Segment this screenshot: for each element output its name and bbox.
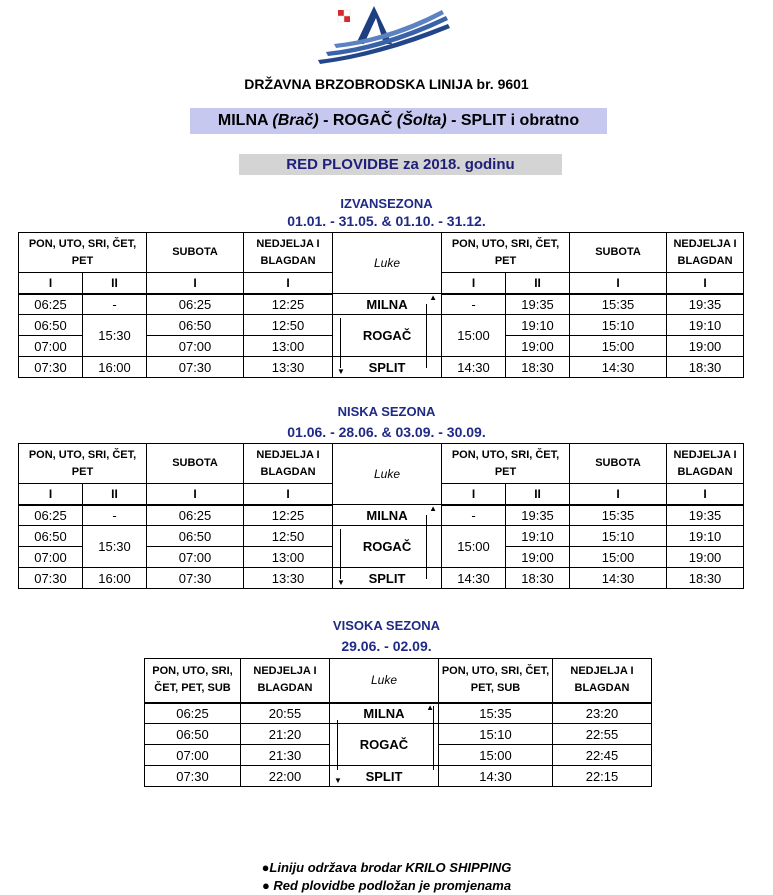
departure-time: 07:30 xyxy=(19,568,83,589)
route-banner xyxy=(190,108,607,134)
departure-time: 06:50 xyxy=(147,526,244,547)
direction-line xyxy=(426,304,427,368)
departure-time: 13:00 xyxy=(244,547,333,568)
direction-line xyxy=(340,529,341,579)
schedule-title: RED PLOVIDBE za 2018. godinu xyxy=(239,154,562,175)
table-row xyxy=(19,505,744,526)
departure-time: 20:55 xyxy=(241,703,330,724)
note-disclaimer: ● Red plovidbe podložan je promjenama xyxy=(261,878,512,893)
arrow-down-icon: ▼ xyxy=(337,578,345,587)
departure-time: 07:00 xyxy=(147,547,244,568)
section-title-niska: NISKA SEZONA xyxy=(337,404,436,419)
route-port-split: - SPLIT i obratno xyxy=(446,112,580,129)
departure-time: 06:25 xyxy=(19,294,83,315)
departure-time: 15:30 xyxy=(83,526,147,568)
departure-time: 21:20 xyxy=(241,724,330,745)
departure-time: 14:30 xyxy=(442,568,506,589)
table-row xyxy=(19,568,744,589)
port-label: MILNA xyxy=(366,507,408,523)
arrow-down-icon: ▼ xyxy=(337,367,345,376)
run-number: I xyxy=(244,484,333,505)
route-island-solta: (Šolta) xyxy=(396,112,447,129)
departure-time: - xyxy=(83,505,147,526)
run-number: I xyxy=(570,273,667,294)
header-weekdays: PON, UTO, SRI, ČET, PET xyxy=(442,444,570,484)
arrow-up-icon: ▲ xyxy=(429,293,438,302)
departure-time: 18:30 xyxy=(667,568,744,589)
departure-time: 15:00 xyxy=(442,526,506,568)
departure-time: 22:45 xyxy=(553,745,652,766)
header-ports: Luke xyxy=(333,444,442,505)
direction-line xyxy=(337,720,338,770)
departure-time: 12:50 xyxy=(244,315,333,336)
port-label: ROGAČ xyxy=(359,737,409,752)
route-port-rogac: - ROGAČ xyxy=(318,112,397,129)
port-label: SPLIT xyxy=(368,359,406,375)
port-milna xyxy=(330,703,439,724)
port-label: SPLIT xyxy=(368,570,406,586)
departure-time: 15:00 xyxy=(439,745,553,766)
departure-time: 06:25 xyxy=(147,294,244,315)
departure-time: 06:50 xyxy=(19,315,83,336)
table-row xyxy=(19,357,744,378)
departure-time: 12:25 xyxy=(244,505,333,526)
header-weekdays-sat: PON, UTO, SRI, ČET, PET, SUB xyxy=(439,659,553,703)
departure-time: 07:00 xyxy=(147,336,244,357)
departure-time: - xyxy=(83,294,147,315)
departure-time: 07:30 xyxy=(147,568,244,589)
departure-time: 19:00 xyxy=(506,336,570,357)
port-label: MILNA xyxy=(363,705,405,721)
table-row xyxy=(145,703,652,724)
run-number: I xyxy=(442,273,506,294)
departure-time: 13:00 xyxy=(244,336,333,357)
timetable-visoka-sezona xyxy=(144,658,652,787)
departure-time: 06:25 xyxy=(19,505,83,526)
departure-time: 06:50 xyxy=(19,526,83,547)
header-weekdays: PON, UTO, SRI, ČET, PET xyxy=(442,233,570,273)
logo-red-square xyxy=(338,10,344,16)
departure-time: 16:00 xyxy=(83,357,147,378)
departure-time: - xyxy=(442,294,506,315)
departure-time: 15:00 xyxy=(570,336,667,357)
route-island-brac: (Brač) xyxy=(272,112,319,129)
departure-time: 19:10 xyxy=(667,315,744,336)
departure-time: 19:35 xyxy=(506,505,570,526)
departure-time: 06:50 xyxy=(145,724,241,745)
departure-time: 06:50 xyxy=(147,315,244,336)
direction-line xyxy=(426,515,427,579)
port-split xyxy=(330,766,439,787)
port-label: ROGAČ xyxy=(362,328,412,343)
table-row xyxy=(19,315,744,336)
departure-time: 06:25 xyxy=(145,703,241,724)
departure-time: 13:30 xyxy=(244,568,333,589)
departure-time: 19:00 xyxy=(667,547,744,568)
header-saturday: SUBOTA xyxy=(147,444,244,484)
departure-time: 19:10 xyxy=(506,526,570,547)
departure-time: 23:20 xyxy=(553,703,652,724)
section-dates-izvansezona: 01.01. - 31.05. & 01.10. - 31.12. xyxy=(287,213,486,229)
line-title: DRŽAVNA BRZOBRODSKA LINIJA br. 9601 xyxy=(244,76,529,92)
departure-time: 14:30 xyxy=(570,357,667,378)
departure-time: 19:35 xyxy=(667,294,744,315)
departure-time: 15:35 xyxy=(439,703,553,724)
header-sunday: NEDJELJA I BLAGDAN xyxy=(244,233,333,273)
departure-time: 15:10 xyxy=(439,724,553,745)
departure-time: 21:30 xyxy=(241,745,330,766)
header-ports: Luke xyxy=(330,659,439,703)
timetable-niska-sezona xyxy=(18,443,744,589)
arrow-up-icon: ▲ xyxy=(426,702,434,712)
header-ports: Luke xyxy=(333,233,442,294)
run-number: II xyxy=(83,484,147,505)
header-saturday: SUBOTA xyxy=(570,444,667,484)
departure-time: 19:00 xyxy=(667,336,744,357)
departure-time: 07:30 xyxy=(145,766,241,787)
header-saturday: SUBOTA xyxy=(147,233,244,273)
departure-time: 14:30 xyxy=(439,766,553,787)
run-number: I xyxy=(570,484,667,505)
port-rogac xyxy=(330,724,439,766)
table-row xyxy=(145,724,652,745)
header-sunday: NEDJELJA I BLAGDAN xyxy=(667,233,744,273)
run-number: I xyxy=(19,273,83,294)
departure-time: 12:25 xyxy=(244,294,333,315)
departure-time: 19:00 xyxy=(506,547,570,568)
arrow-up-icon: ▲ xyxy=(429,504,438,513)
departure-time: 22:15 xyxy=(553,766,652,787)
departure-time: 19:35 xyxy=(506,294,570,315)
port-label: SPLIT xyxy=(365,768,403,784)
header-sunday: NEDJELJA I BLAGDAN xyxy=(241,659,330,703)
departure-time: 19:10 xyxy=(667,526,744,547)
departure-time: 06:25 xyxy=(147,505,244,526)
run-number: II xyxy=(83,273,147,294)
departure-time: 15:10 xyxy=(570,315,667,336)
departure-time: 07:30 xyxy=(19,357,83,378)
header-sunday: NEDJELJA I BLAGDAN xyxy=(553,659,652,703)
run-number: I xyxy=(19,484,83,505)
departure-time: 14:30 xyxy=(570,568,667,589)
header-sunday: NEDJELJA I BLAGDAN xyxy=(244,444,333,484)
direction-line xyxy=(340,318,341,368)
departure-time: 07:00 xyxy=(19,547,83,568)
header-weekdays: PON, UTO, SRI, ČET, PET xyxy=(19,444,147,484)
direction-line xyxy=(433,706,434,770)
departure-time: 07:00 xyxy=(145,745,241,766)
note-operator: ●Liniju održava brodar KRILO SHIPPING xyxy=(261,860,512,875)
run-number: I xyxy=(147,484,244,505)
port-label: ROGAČ xyxy=(362,539,412,554)
departure-time: - xyxy=(442,505,506,526)
departure-time: 18:30 xyxy=(506,357,570,378)
route-port-milna: MILNA xyxy=(217,112,273,129)
departure-time: 12:50 xyxy=(244,526,333,547)
departure-time: 18:30 xyxy=(667,357,744,378)
run-number: I xyxy=(667,273,744,294)
section-title-izvansezona: IZVANSEZONA xyxy=(340,196,433,211)
arrow-down-icon: ▼ xyxy=(334,776,342,785)
departure-time: 15:00 xyxy=(442,315,506,357)
departure-time: 22:55 xyxy=(553,724,652,745)
run-number: I xyxy=(147,273,244,294)
section-dates-niska: 01.06. - 28.06. & 03.09. - 30.09. xyxy=(287,424,486,440)
departure-time: 19:10 xyxy=(506,315,570,336)
table-row xyxy=(19,294,744,315)
run-number: I xyxy=(244,273,333,294)
run-number: II xyxy=(506,484,570,505)
departure-time: 18:30 xyxy=(506,568,570,589)
run-number: I xyxy=(442,484,506,505)
departure-time: 15:10 xyxy=(570,526,667,547)
departure-time: 07:00 xyxy=(19,336,83,357)
departure-time: 15:00 xyxy=(570,547,667,568)
header-weekdays-sat: PON, UTO, SRI, ČET, PET, SUB xyxy=(145,659,241,703)
departure-time: 19:35 xyxy=(667,505,744,526)
header-weekdays: PON, UTO, SRI, ČET, PET xyxy=(19,233,147,273)
logo-red-square xyxy=(344,16,350,22)
departure-time: 07:30 xyxy=(147,357,244,378)
section-title-visoka: VISOKA SEZONA xyxy=(332,618,441,633)
header-sunday: NEDJELJA I BLAGDAN xyxy=(667,444,744,484)
port-label: MILNA xyxy=(366,296,408,312)
header-saturday: SUBOTA xyxy=(570,233,667,273)
timetable-izvansezona xyxy=(18,232,744,378)
departure-time: 16:00 xyxy=(83,568,147,589)
departure-time: 15:35 xyxy=(570,505,667,526)
table-row xyxy=(145,766,652,787)
table-row xyxy=(19,526,744,547)
departure-time: 15:30 xyxy=(83,315,147,357)
departure-time: 14:30 xyxy=(442,357,506,378)
departure-time: 13:30 xyxy=(244,357,333,378)
run-number: II xyxy=(506,273,570,294)
departure-time: 22:00 xyxy=(241,766,330,787)
run-number: I xyxy=(667,484,744,505)
section-dates-visoka: 29.06. - 02.09. xyxy=(341,638,432,654)
departure-time: 15:35 xyxy=(570,294,667,315)
company-logo xyxy=(312,4,452,66)
